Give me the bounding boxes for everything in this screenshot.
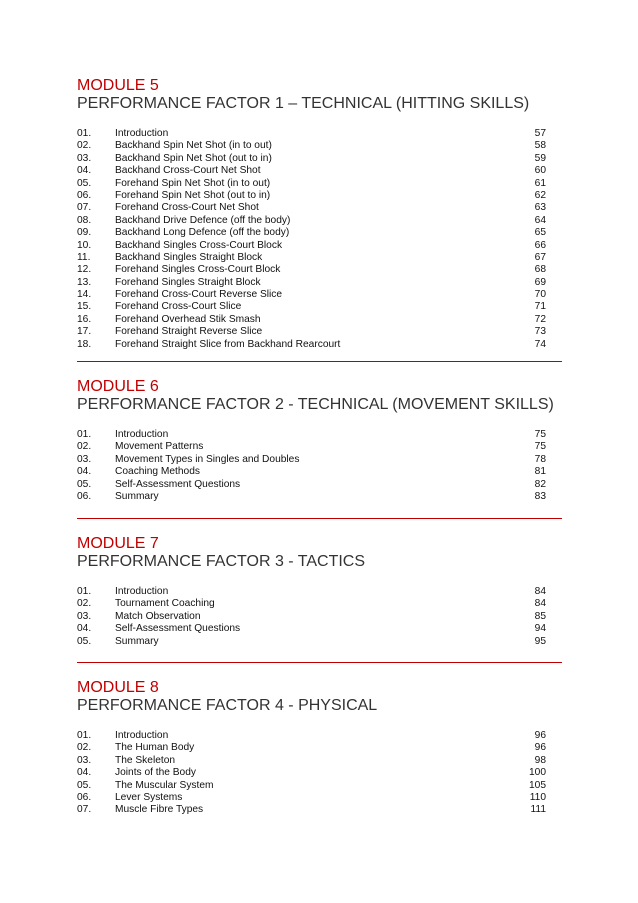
toc-entry — [77, 586, 562, 598]
entry-page-number: 73 — [534, 326, 546, 338]
entry-number: 07. — [77, 804, 92, 816]
toc-entry — [77, 277, 562, 289]
toc-entry — [77, 240, 562, 252]
entry-number: 08. — [77, 214, 92, 226]
module-subheading: PERFORMANCE FACTOR 2 - TECHNICAL (MOVEMENT SKILLS) — [77, 396, 554, 413]
entry-number: 05. — [77, 478, 92, 490]
entry-number: 11. — [77, 251, 91, 263]
toc-entry — [77, 153, 562, 165]
entry-number: 01. — [77, 429, 92, 440]
module-heading: MODULE 5 — [77, 77, 159, 94]
toc-entry — [77, 140, 562, 152]
toc-list — [77, 429, 562, 503]
entry-number: 02. — [77, 742, 92, 754]
entry-page-number: 61 — [534, 177, 546, 189]
entry-title: Joints of the Body — [115, 767, 196, 779]
entry-page-number: 84 — [534, 598, 546, 610]
entry-page-number: 105 — [529, 779, 546, 791]
entry-title: Forehand Cross-Court Net Shot — [115, 202, 259, 214]
toc-entry — [77, 479, 562, 491]
entry-page-number: 57 — [534, 128, 546, 139]
entry-page-number: 70 — [534, 289, 546, 301]
entry-title: Forehand Overhead Stik Smash — [115, 313, 261, 325]
toc-list — [77, 128, 562, 351]
entry-title: Coaching Methods — [115, 466, 200, 478]
entry-number: 14. — [77, 289, 92, 301]
toc-entry — [77, 491, 562, 503]
entry-number: 13. — [77, 276, 92, 288]
toc-entry — [77, 264, 562, 276]
entry-title: Forehand Spin Net Shot (out to in) — [115, 189, 271, 201]
toc-entry — [77, 190, 562, 202]
entry-number: 07. — [77, 202, 92, 214]
entry-page-number: 111 — [530, 804, 546, 816]
entry-title: Backhand Cross-Court Net Shot — [115, 165, 261, 177]
entry-title: Summary — [115, 490, 159, 502]
entry-number: 12. — [77, 264, 92, 276]
module-divider — [77, 518, 562, 519]
toc-entry — [77, 429, 562, 441]
toc-entry — [77, 466, 562, 478]
entry-page-number: 59 — [534, 152, 546, 164]
entry-number: 01. — [77, 730, 92, 741]
entry-number: 10. — [77, 239, 92, 251]
entry-title: Muscle Fibre Types — [115, 804, 204, 816]
entry-number: 03. — [77, 754, 92, 766]
toc-entry — [77, 804, 562, 816]
toc-entry — [77, 755, 562, 767]
entry-page-number: 100 — [529, 767, 546, 779]
entry-title: Introduction — [115, 730, 169, 741]
toc-entry — [77, 454, 562, 466]
entry-page-number: 75 — [534, 429, 546, 440]
toc-entry — [77, 598, 562, 610]
entry-number: 09. — [77, 227, 92, 239]
entry-title: Forehand Cross-Court Slice — [115, 301, 242, 313]
module-heading: MODULE 6 — [77, 378, 159, 395]
entry-title: Backhand Singles Straight Block — [115, 251, 263, 263]
toc-entry — [77, 611, 562, 623]
entry-page-number: 96 — [534, 730, 546, 741]
toc-entry — [77, 742, 562, 754]
entry-page-number: 75 — [534, 441, 546, 453]
entry-page-number: 81 — [534, 466, 546, 478]
module-7-section — [77, 535, 562, 648]
entry-number: 15. — [77, 301, 92, 313]
entry-title: The Skeleton — [115, 754, 176, 766]
entry-number: 18. — [77, 338, 92, 350]
module-subheading: PERFORMANCE FACTOR 3 - TACTICS — [77, 553, 366, 570]
entry-page-number: 83 — [534, 490, 546, 502]
entry-page-number: 66 — [534, 239, 546, 251]
entry-title: Tournament Coaching — [115, 598, 215, 610]
entry-page-number: 64 — [534, 214, 546, 226]
toc-entry — [77, 252, 562, 264]
entry-page-number: 71 — [534, 301, 546, 313]
entry-number: 04. — [77, 466, 92, 478]
entry-page-number: 69 — [534, 276, 546, 288]
entry-number: 05. — [77, 177, 92, 189]
toc-entry — [77, 289, 562, 301]
entry-number: 06. — [77, 791, 92, 803]
entry-page-number: 94 — [534, 623, 546, 635]
module-heading: MODULE 7 — [77, 535, 159, 552]
toc-entry — [77, 339, 562, 351]
module-8-section — [77, 679, 562, 817]
entry-page-number: 62 — [534, 189, 546, 201]
entry-page-number: 58 — [534, 140, 546, 152]
entry-title: Match Observation — [115, 610, 201, 622]
entry-title: Backhand Singles Cross-Court Block — [115, 239, 283, 251]
entry-title: Movement Types in Singles and Doubles — [115, 453, 300, 465]
module-heading: MODULE 8 — [77, 679, 159, 696]
module-divider — [77, 361, 562, 362]
entry-title: Forehand Singles Cross-Court Block — [115, 264, 281, 276]
entry-number: 04. — [77, 767, 92, 779]
entry-title: Introduction — [115, 586, 169, 597]
entry-number: 02. — [77, 598, 92, 610]
entry-title: Introduction — [115, 429, 169, 440]
entry-title: Backhand Spin Net Shot (out to in) — [115, 152, 272, 164]
entry-title: Forehand Cross-Court Reverse Slice — [115, 289, 283, 301]
entry-page-number: 84 — [534, 586, 546, 597]
entry-number: 01. — [77, 128, 92, 139]
entry-title: Forehand Singles Straight Block — [115, 276, 261, 288]
entry-title: Lever Systems — [115, 791, 183, 803]
toc-entry — [77, 165, 562, 177]
module-5-section — [77, 77, 562, 351]
entry-title: The Human Body — [115, 742, 195, 754]
entry-number: 01. — [77, 586, 92, 597]
toc-entry — [77, 202, 562, 214]
entry-title: Summary — [115, 635, 159, 647]
entry-page-number: 95 — [534, 635, 546, 647]
entry-page-number: 72 — [534, 313, 546, 325]
toc-entry — [77, 326, 562, 338]
toc-entry — [77, 178, 562, 190]
toc-entry — [77, 767, 562, 779]
entry-page-number: 96 — [534, 742, 546, 754]
entry-number: 17. — [77, 326, 92, 338]
entry-title: Backhand Long Defence (off the body) — [115, 227, 290, 239]
entry-page-number: 85 — [534, 610, 546, 622]
entry-page-number: 60 — [534, 165, 546, 177]
entry-title: Self-Assessment Questions — [115, 478, 241, 490]
toc-entry — [77, 623, 562, 635]
entry-title: Movement Patterns — [115, 441, 204, 453]
entry-page-number: 98 — [534, 754, 546, 766]
entry-number: 04. — [77, 165, 92, 177]
toc-list — [77, 730, 562, 817]
toc-entry — [77, 792, 562, 804]
entry-page-number: 63 — [534, 202, 546, 214]
toc-list — [77, 586, 562, 648]
toc-entry — [77, 441, 562, 453]
entry-number: 05. — [77, 779, 92, 791]
entry-number: 06. — [77, 189, 92, 201]
toc-entry — [77, 780, 562, 792]
entry-title: Forehand Straight Reverse Slice — [115, 326, 263, 338]
module-subheading: PERFORMANCE FACTOR 4 - PHYSICAL — [77, 697, 378, 714]
entry-number: 03. — [77, 453, 92, 465]
entry-number: 04. — [77, 623, 92, 635]
entry-title: Introduction — [115, 128, 169, 139]
module-divider — [77, 662, 562, 663]
entry-title: Forehand Straight Slice from Backhand Rearcourt — [115, 338, 341, 350]
entry-number: 03. — [77, 610, 92, 622]
module-6-section — [77, 378, 562, 503]
entry-page-number: 67 — [534, 251, 546, 263]
toc-entry — [77, 227, 562, 239]
entry-title: Backhand Spin Net Shot (in to out) — [115, 140, 272, 152]
toc-entry — [77, 730, 562, 742]
toc-entry — [77, 301, 562, 313]
entry-title: Forehand Spin Net Shot (in to out) — [115, 177, 271, 189]
entry-title: Self-Assessment Questions — [115, 623, 241, 635]
entry-page-number: 74 — [534, 338, 546, 350]
entry-number: 03. — [77, 152, 92, 164]
entry-page-number: 65 — [534, 227, 546, 239]
entry-page-number: 78 — [534, 453, 546, 465]
entry-number: 16. — [77, 313, 92, 325]
toc-entry — [77, 314, 562, 326]
module-subheading: PERFORMANCE FACTOR 1 – TECHNICAL (HITTING SKILLS) — [77, 95, 530, 112]
entry-number: 02. — [77, 140, 92, 152]
entry-title: The Muscular System — [115, 779, 214, 791]
entry-number: 02. — [77, 441, 92, 453]
entry-page-number: 82 — [534, 478, 546, 490]
entry-page-number: 110 — [529, 791, 546, 803]
toc-entry — [77, 215, 562, 227]
entry-title: Backhand Drive Defence (off the body) — [115, 214, 291, 226]
toc-entry — [77, 636, 562, 648]
entry-page-number: 68 — [534, 264, 546, 276]
toc-entry — [77, 128, 562, 140]
entry-number: 06. — [77, 490, 92, 502]
entry-number: 05. — [77, 635, 92, 647]
